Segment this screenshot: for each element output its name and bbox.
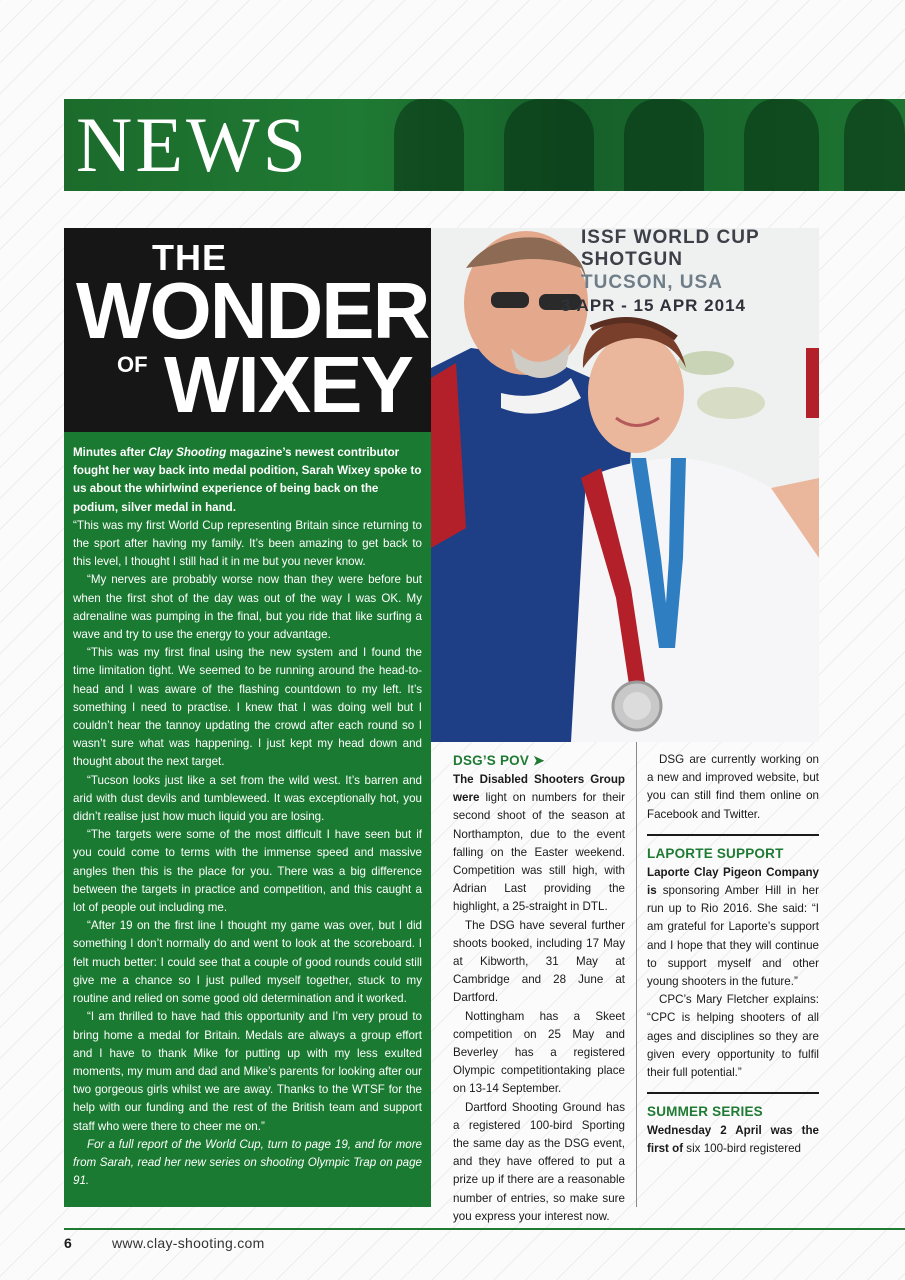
- summer-heading: SUMMER SERIES: [647, 1104, 763, 1120]
- article-body: [73, 517, 422, 1191]
- podium-photo: [431, 228, 819, 742]
- news-column-right: [647, 751, 819, 1159]
- article-paragraph: “This was my first World Cup representing Britain since returning to the sport after having my family. It’s been amazing to get back to this level, I thought I still had it in me but you never know.: [73, 518, 422, 569]
- shooter-silhouette: [504, 99, 594, 191]
- article-paragraph: “After 19 on the first line I thought my game was over, but I did something I don’t normally do and went to look at the scoreboard. I felt much better: I could see that a couple of good rounds could still give me a chance so I just pulled myself together, stuck to my routine and relied on some good old determination and it worked.: [73, 919, 422, 1006]
- sign-text: SHOTGUN: [581, 249, 683, 270]
- shooter-silhouette: [744, 99, 819, 191]
- dsg-paragraph: Nottingham has a Skeet competition on 25 May and Beverley has a registered Olympic competitiontaking place on 13-14 September.: [453, 1009, 625, 1096]
- dsg-text: Dartford Shooting Ground has a registered 100-bird Sporting the same day as the DSG event, and they have offered to put a prize up if there are a reasonable number of entries, so make sure you express your interest now.: [453, 1100, 625, 1223]
- article-paragraph: “Tucson looks just like a set from the wild west. It’s barren and arid with dust devils and tumbleweed. It was exceptionally hot, you didn’t realise just how much liquid you are losing.: [73, 773, 422, 824]
- divider-rule: [647, 1092, 819, 1094]
- dsg-heading: DSG’S POV ➤: [453, 753, 545, 768]
- article-column: [64, 432, 431, 1207]
- dsg-paragraph: DSG are currently working on a new and improved website, but you can still find them online on Facebook and Twitter.: [647, 753, 819, 821]
- shooter-silhouette: [624, 99, 704, 191]
- shooter-silhouette: [844, 99, 905, 191]
- headline-box: [64, 228, 431, 432]
- intro-text: Minutes after: [73, 446, 149, 459]
- article-intro: [73, 444, 422, 517]
- headline-wonder: WONDER: [76, 266, 429, 355]
- footer-rule: [64, 1228, 905, 1230]
- laporte-heading: LAPORTE SUPPORT: [647, 845, 784, 861]
- sign-text: TUCSON, USA: [581, 272, 723, 293]
- dsg-lead: The Disabled Shooters Group were: [453, 773, 625, 805]
- laporte-paragraph: CPC’s Mary Fletcher explains: “CPC is helping shooters of all ages and disciplines so they are given every opportunity to fulfil their full potential.”: [647, 993, 819, 1080]
- column-divider: [636, 742, 637, 1207]
- dsg-continued: [647, 751, 819, 824]
- headline-the: THE: [152, 237, 227, 278]
- summer-text: six 100-bird registered: [683, 1142, 802, 1156]
- article-paragraph: “My nerves are probably worse now than they were before but when the first shot of the day was out of the way I was OK. My adrenaline was pumping in the final, but you ride that like surfing a wave and try to use the energy to your advantage.: [73, 573, 422, 642]
- dsg-paragraph: [453, 1099, 625, 1226]
- magazine-name: Clay Shooting: [148, 446, 227, 459]
- page-number: 6: [64, 1235, 72, 1251]
- headline-wixey: WIXEY: [164, 340, 412, 429]
- divider-rule: [647, 834, 819, 836]
- website-url[interactable]: www.clay-shooting.com: [112, 1235, 265, 1251]
- dsg-column: [453, 751, 625, 1226]
- laporte-paragraph: [647, 864, 819, 991]
- summer-lead: Wednesday 2 April was the first of: [647, 1124, 819, 1156]
- sign-text: 3 APR - 15 APR 2014: [561, 296, 746, 315]
- article-paragraph: “The targets were some of the most difficult I have seen but if you could come to terms with the immense speed and massive angles then this is the place for you. There was a big difference between the targets in practice and competition, and this caught a lot of people out including me.: [73, 828, 422, 915]
- intro-text: magazine’s newest contributor fought her way back into medal podition, Sarah Wixey spoke to us about the whirlwind experience of being back on the podium, silver medal in hand.: [73, 446, 422, 514]
- sign-text: ISSF WORLD CUP: [581, 228, 760, 248]
- section-title: NEWS: [76, 101, 309, 188]
- dsg-paragraph: The DSG have several further shoots booked, including 17 May at Kibworth, 31 May at Cambridge and 28 June at Dartford.: [453, 918, 625, 1005]
- article-paragraph: “This was my first final using the new system and I found the time limitation tight. We seemed to be running around the head-to-head and I was aware of the flashing countdown to my left. It’s something I need to practise. I knew that I was doing well but I couldn’t hear the tannoy updating the crowd after each round so I wasn’t sure what was happening. I just kept my head down and thought about the next target.: [73, 646, 422, 769]
- shooter-silhouette: [394, 99, 464, 191]
- summer-paragraph: [647, 1122, 819, 1158]
- laporte-text: sponsoring Amber Hill in her run up to Rio 2016. She said: “I am grateful for Laporte’s support and I hope that they will continue to support myself and other young shooters in the future.”: [647, 884, 819, 989]
- dsg-text: light on numbers for their second shoot of the season at Northampton, due to the event falling on the Easter weekend. Competition was still high, with Adrian Last providing the highlight, a 25-straight in DTL.: [453, 791, 625, 914]
- news-banner: [64, 99, 905, 191]
- laporte-lead: Laporte Clay Pigeon Company is: [647, 865, 819, 898]
- dsg-paragraph: [453, 771, 625, 917]
- headline-of: OF: [117, 352, 148, 377]
- article-paragraph: “I am thrilled to have had this opportunity and I’m very proud to bring home a medal for Britain. Medals are always a group effort and I have to thank Mike for putting up with my less exulted moments, my mum and dad and Mike’s parents for looking after our two gorgeous girls whilst we are away. Thanks to the WTSF for the help with our funding and the rest of the British team and support staff who were there to cheer me on.”: [73, 1010, 422, 1133]
- article-footnote: For a full report of the World Cup, turn to page 19, and for more from Sarah, read her new series on shooting Olympic Trap on page 91.: [73, 1137, 422, 1188]
